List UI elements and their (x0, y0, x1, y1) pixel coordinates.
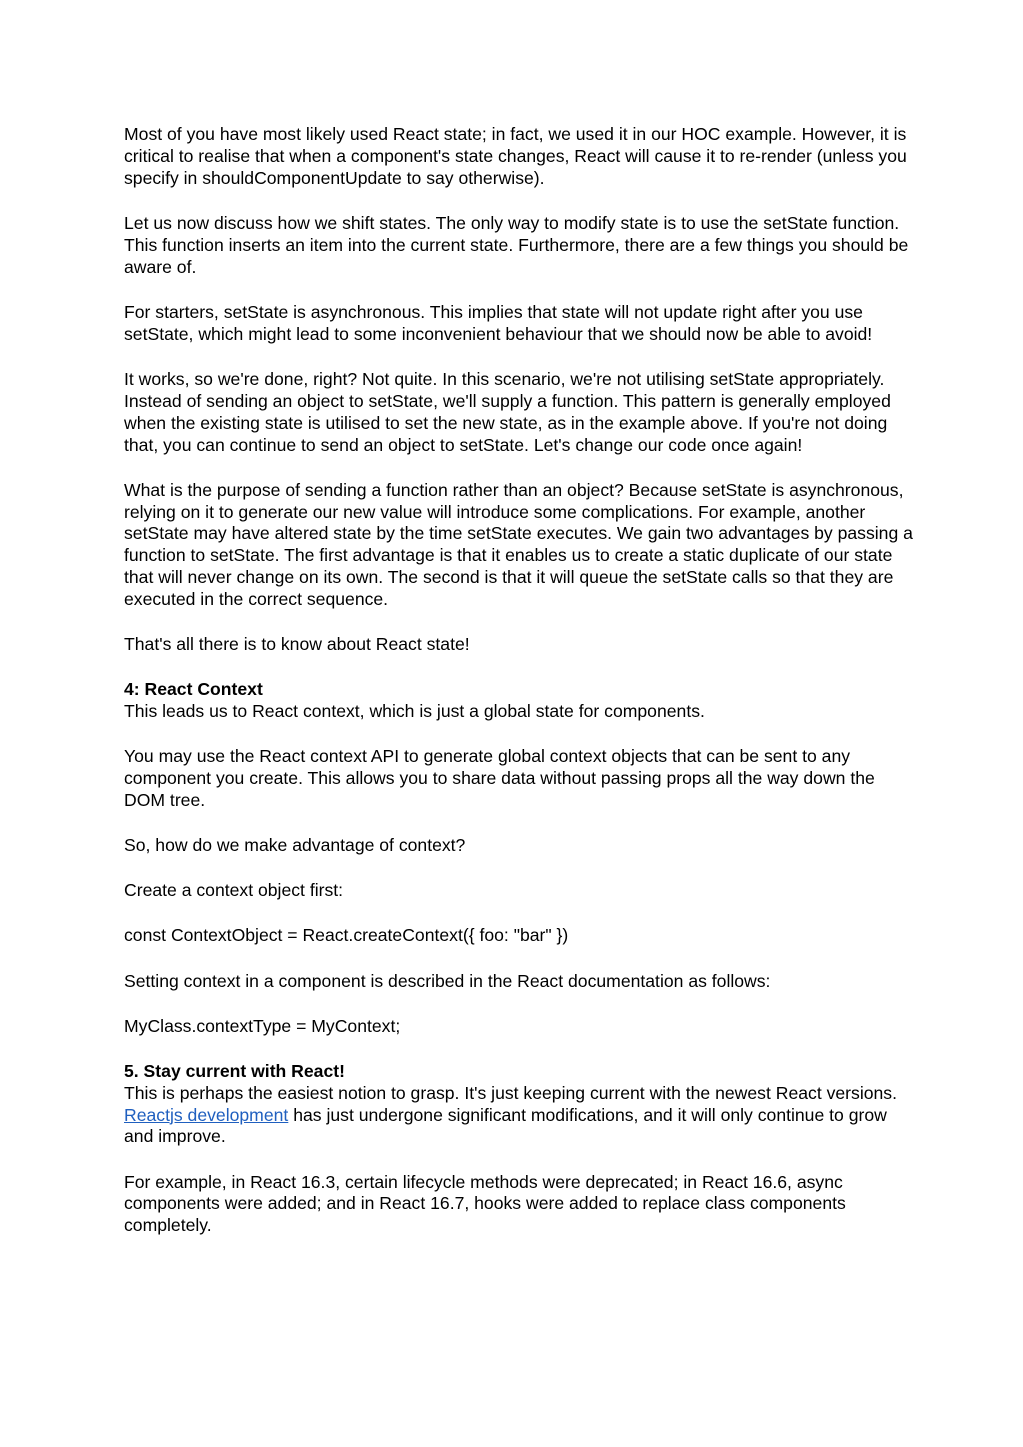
paragraph-state-summary: That's all there is to know about React state! (124, 634, 470, 655)
paragraph-context-api: You may use the React context API to generate global context objects that can be sent to any component you create. This allows you to share data without passing props all the way down the DOM tree. (124, 746, 875, 811)
section-intro-after-link: has just undergone significant modifications, and it will only continue to grow and improve. (124, 1104, 887, 1147)
section-react-context (124, 679, 914, 723)
paragraph-context-question: So, how do we make advantage of context? (124, 835, 466, 856)
section-heading-stay-current: 5. Stay current with React! (124, 1060, 345, 1081)
code-line-create-context: const ContextObject = React.createContext({ foo: "bar" }) (124, 925, 569, 946)
paragraph-react-versions: For example, in React 16.3, certain lifecycle methods were deprecated; in React 16.6, async components were added; and in React 16.7, hooks were added to replace class components completely. (124, 1171, 846, 1236)
section-heading-react-context: 4: React Context (124, 679, 263, 700)
paragraph-function-purpose: What is the purpose of sending a function rather than an object? Because setState is asynchronous, relying on it to generate our new value will introduce some complications. For example, another setState may have altered state by the time setState executes. We gain two advantages by passing a function to setState. The first advantage is that it enables us to create a static duplicate of our state that will never change on its own. The second is that it will queue the setState calls so that they are executed in the correct sequence. (124, 479, 913, 610)
paragraph-context-docs: Setting context in a component is described in the React documentation as follows: (124, 970, 771, 991)
section-intro-react-context: This leads us to React context, which is just a global state for components. (124, 701, 705, 722)
section-intro-before-link: This is perhaps the easiest notion to grasp. It's just keeping current with the newest React versions. (124, 1082, 897, 1103)
paragraph-setstate-async: For starters, setState is asynchronous. This implies that state will not update right after you use setState, which might lead to some inconvenient behaviour that we should now be able to avoid! (124, 301, 873, 344)
section-stay-current (124, 1061, 914, 1149)
document-page (124, 124, 914, 1260)
paragraph-shift-states: Let us now discuss how we shift states. The only way to modify state is to use the setState function. This function inserts an item into the current state. Furthermore, there are a few things you should be aware of. (124, 212, 909, 277)
reactjs-development-link[interactable]: Reactjs development (124, 1104, 289, 1125)
paragraph-create-context: Create a context object first: (124, 880, 344, 901)
code-line-context-type: MyClass.contextType = MyContext; (124, 1015, 401, 1036)
paragraph-setstate-function: It works, so we're done, right? Not quite. In this scenario, we're not utilising setState appropriately. Instead of sending an object to setState, we'll supply a function. This pattern is generally employed when the existing state is utilised to set the new state, as in the example above. If you're not doing that, you can continue to send an object to setState. Let's change our code once again! (124, 368, 891, 455)
paragraph-react-state-intro: Most of you have most likely used React state; in fact, we used it in our HOC example. However, it is critical to realise that when a component's state changes, React will cause it to re-render (unless you specify in shouldComponentUpdate to say otherwise). (124, 124, 907, 188)
